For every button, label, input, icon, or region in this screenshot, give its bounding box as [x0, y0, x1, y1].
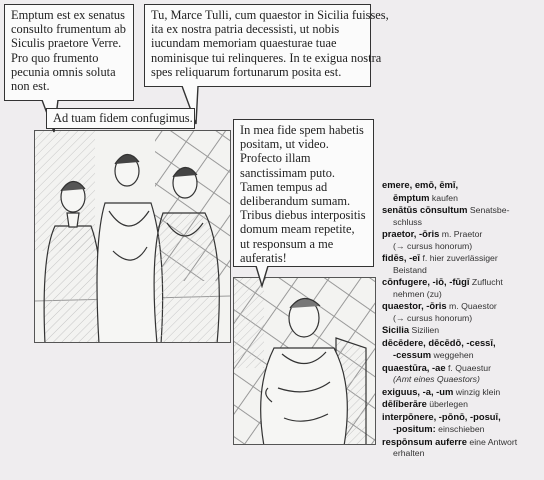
bubble-line: auferatis! — [240, 250, 287, 265]
bubble-line: In mea fide spem habetis — [240, 123, 364, 137]
vocab-entry — [382, 252, 542, 276]
speech-bubble-tail — [252, 266, 274, 288]
vocab-term: dēcēdere, dēcēdō, -cessī, — [382, 336, 496, 348]
bubble-line: iucundam memoriam quaesturae tuae — [151, 36, 337, 51]
vocab-gloss: kaufen — [431, 192, 458, 203]
vocab-gloss: schluss — [393, 216, 422, 227]
illustration-three-men — [34, 130, 231, 343]
bubble-line: consulto frumentum ab — [11, 22, 126, 37]
bubble-line: Tribus diebus interpositis — [240, 208, 366, 223]
vocab-gloss: Sizilien — [411, 325, 440, 335]
speech-bubble-quaestor — [144, 4, 389, 87]
bubble-line: deliberandum sumam. — [240, 194, 351, 209]
vocab-term: fidēs, -eī — [382, 252, 421, 263]
bubble-line: nominisque tui relinqueres. In te exigua nostra — [151, 50, 382, 65]
bubble-line: spes reliquarum fortunarum posita est. — [151, 64, 342, 79]
vocab-gloss: Zuflucht — [471, 277, 503, 287]
bubble-line: Emptum est ex senatus — [11, 8, 125, 22]
speech-bubble-cicero — [233, 119, 374, 267]
vocab-term: -positum: — [393, 423, 436, 434]
vocab-term: quaestor, -ōris — [382, 300, 447, 311]
bubble-line: domum meam repetite, — [240, 222, 355, 237]
speech-bubble-senatus — [4, 4, 134, 101]
vocab-gloss: (Amt eines Quaestors) — [393, 374, 480, 384]
vocab-term: interpōnere, -pōnō, -posuī, — [382, 410, 501, 422]
vocab-gloss: nehmen (zu) — [393, 288, 442, 299]
vocab-gloss: erhalten — [393, 448, 425, 458]
vocab-term: Sicilia — [382, 324, 410, 335]
bubble-line: positam, ut video. — [240, 137, 329, 152]
vocab-gloss: m. Praetor — [441, 229, 483, 239]
vocab-term: quaestūra, -ae — [382, 361, 446, 373]
cicero-drawing — [234, 278, 376, 445]
vocab-term: -cessum — [393, 349, 432, 360]
illustration-cicero — [233, 277, 376, 445]
vocab-entry — [382, 337, 542, 362]
vocab-entry — [382, 300, 542, 324]
bubble-line: Tu, Marce Tulli, cum quaestor in Sicilia fuisses, — [151, 8, 389, 22]
three-men-drawing — [35, 131, 231, 343]
vocab-entry — [382, 324, 542, 337]
vocab-gloss: einschieben — [438, 424, 485, 434]
vocab-term: respōnsum auferre — [382, 435, 467, 447]
bubble-line: Ad tuam fidem confugimus. — [53, 111, 193, 125]
vocabulary-list — [382, 179, 542, 460]
bubble-line: pecunia omnis soluta — [11, 64, 116, 79]
vocab-entry — [382, 362, 542, 386]
vocab-gloss: Senatsbe- — [469, 205, 510, 215]
bubble-line: Profecto illam — [240, 151, 311, 166]
vocab-gloss: f. hier zuverlässiger — [422, 253, 498, 263]
bubble-line: sanctissimam puto. — [240, 165, 335, 180]
bubble-line: Pro quo frumento — [11, 50, 99, 65]
vocab-gloss: f. Quaestur — [448, 362, 491, 373]
vocab-gloss: m. Quaestor — [449, 301, 497, 311]
vocab-term: praetor, -ōris — [382, 228, 440, 239]
vocab-entry — [382, 228, 542, 252]
vocab-gloss: (→ cursus honorum) — [393, 240, 473, 251]
vocab-term: senātūs cōnsultum — [382, 204, 468, 215]
vocab-term: ēmptum — [393, 191, 430, 203]
vocab-gloss: winzig klein — [455, 386, 501, 397]
vocab-gloss: eine Antwort — [469, 436, 518, 447]
vocab-entry — [382, 276, 542, 300]
speech-bubble-confugimus — [46, 108, 195, 129]
vocab-term: emere, emō, ēmī, — [382, 179, 459, 190]
vocab-term: exiguus, -a, -um — [382, 385, 454, 397]
bubble-line: ut responsum a me — [240, 236, 334, 251]
vocab-entry — [382, 204, 542, 228]
vocab-gloss: (→ cursus honorum) — [393, 312, 473, 323]
vocab-entry — [382, 411, 542, 436]
bubble-line: ita ex nostra patria decessisti, ut nobis — [151, 22, 340, 37]
vocab-gloss: Beistand — [393, 264, 427, 275]
vocab-entry — [382, 179, 542, 204]
bubble-line: non est. — [11, 79, 50, 94]
bubble-line: Siculis praetore Verre. — [11, 36, 122, 51]
vocab-term: dēlīberāre — [382, 398, 427, 409]
vocab-entry — [382, 386, 542, 399]
vocab-term: cōnfugere, -iō, -fūgī — [382, 276, 470, 287]
vocab-gloss: überlegen — [429, 399, 468, 409]
vocab-entry — [382, 398, 542, 411]
bubble-line: Tamen tempus ad — [240, 179, 328, 194]
vocab-gloss: weggehen — [433, 350, 474, 360]
vocab-entry — [382, 436, 542, 460]
